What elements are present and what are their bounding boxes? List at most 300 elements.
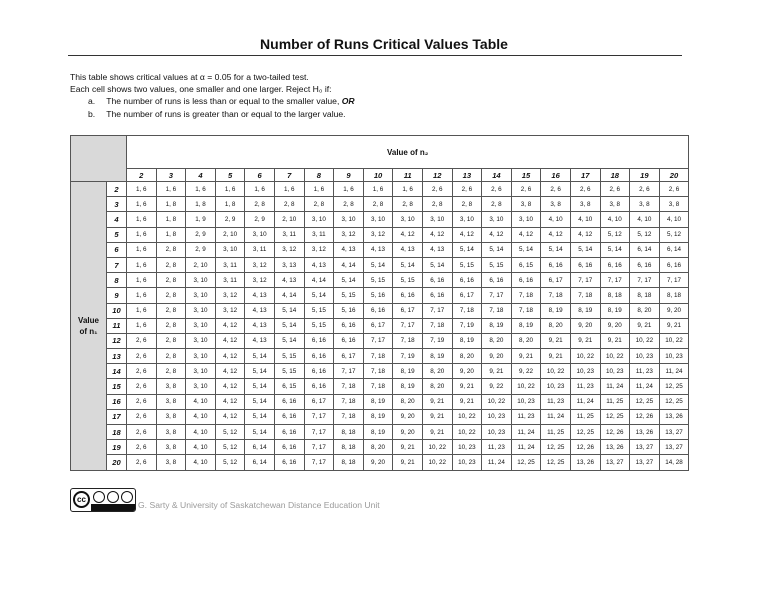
table-row [71,394,689,409]
critical-value-cell: 9, 20 [600,318,630,333]
critical-value-cell: 6, 16 [304,364,334,379]
critical-value-cell: 9, 20 [393,425,423,440]
critical-value-cell: 3, 10 [186,318,216,333]
table-row [71,227,689,242]
critical-value-cell: 10, 22 [659,333,689,348]
table-row [71,212,689,227]
critical-value-cell: 1, 6 [127,227,157,242]
rejection-rule-a [88,95,355,107]
critical-value-cell: 5, 14 [452,242,482,257]
critical-value-cell: 4, 12 [215,318,245,333]
license-badge[interactable] [70,488,136,512]
critical-value-cell: 6, 16 [422,288,452,303]
critical-value-cell: 2, 10 [215,227,245,242]
critical-value-cell: 3, 8 [156,440,186,455]
critical-value-cell: 7, 18 [393,333,423,348]
critical-value-cell: 4, 10 [570,212,600,227]
critical-value-cell: 5, 12 [600,227,630,242]
critical-value-cell: 10, 23 [600,364,630,379]
critical-value-cell: 4, 13 [245,318,275,333]
critical-value-cell: 11, 24 [630,379,660,394]
intro-line-2: Each cell shows two values, one smaller and one larger. Reject H₀ if: [70,84,332,95]
critical-value-cell: 2, 6 [482,182,512,197]
critical-value-cell: 5, 15 [452,257,482,272]
critical-value-cell: 9, 21 [630,318,660,333]
critical-value-cell: 2, 6 [127,425,157,440]
critical-value-cell: 5, 14 [245,379,275,394]
critical-value-cell: 10, 22 [511,379,541,394]
creative-commons-icon [70,488,136,512]
critical-value-cell: 7, 18 [334,379,364,394]
critical-value-cell: 5, 14 [422,257,452,272]
column-header-n2: 18 [600,169,630,182]
critical-value-cell: 2, 8 [156,364,186,379]
critical-value-cell: 4, 13 [334,242,364,257]
critical-value-cell: 11, 23 [541,394,571,409]
license-bar [91,504,135,511]
row-header-n1: 8 [107,273,127,288]
row-header-n1: 9 [107,288,127,303]
critical-value-cell: 5, 14 [245,425,275,440]
critical-value-cell: 3, 10 [482,212,512,227]
critical-value-cell: 5, 14 [274,333,304,348]
critical-value-cell: 8, 18 [659,288,689,303]
critical-value-cell: 2, 6 [511,182,541,197]
row-header-n1: 16 [107,394,127,409]
critical-value-cell: 5, 15 [393,273,423,288]
critical-value-cell: 6, 17 [541,273,571,288]
critical-value-cell: 4, 10 [186,440,216,455]
critical-value-cell: 13, 27 [630,455,660,470]
critical-value-cell: 11, 23 [630,364,660,379]
critical-value-cell: 3, 10 [186,333,216,348]
critical-value-cell: 9, 20 [452,364,482,379]
critical-value-cell: 3, 10 [186,364,216,379]
table-row [71,182,689,197]
row-header-n1: 10 [107,303,127,318]
critical-value-cell: 4, 12 [393,227,423,242]
critical-value-cell: 2, 8 [452,197,482,212]
critical-value-cell: 1, 6 [274,182,304,197]
critical-value-cell: 5, 12 [215,425,245,440]
critical-value-cell: 6, 14 [630,242,660,257]
critical-value-cell: 5, 14 [511,242,541,257]
cc-logo-icon: cc [73,491,90,508]
critical-value-cell: 3, 12 [363,227,393,242]
critical-value-cell: 11, 24 [659,364,689,379]
critical-value-cell: 8, 18 [334,440,364,455]
critical-value-cell: 7, 17 [482,288,512,303]
critical-value-cell: 7, 17 [393,318,423,333]
critical-value-cell: 10, 23 [452,440,482,455]
n1-group-label [71,182,107,471]
critical-value-cell: 9, 21 [541,333,571,348]
critical-value-cell: 2, 8 [274,197,304,212]
critical-value-cell: 1, 6 [393,182,423,197]
critical-value-cell: 6, 17 [452,288,482,303]
row-header-n1: 7 [107,257,127,272]
critical-value-cell: 9, 21 [659,318,689,333]
table-row [71,273,689,288]
critical-value-cell: 3, 8 [511,197,541,212]
critical-value-cell: 12, 25 [570,425,600,440]
row-header-n1: 13 [107,349,127,364]
column-header-n2: 7 [274,169,304,182]
critical-value-cell: 5, 15 [304,303,334,318]
critical-value-cell: 6, 17 [393,303,423,318]
critical-value-cell: 8, 20 [511,333,541,348]
critical-value-cell: 4, 13 [393,242,423,257]
critical-value-cell: 8, 19 [422,349,452,364]
critical-value-cell: 3, 10 [422,212,452,227]
critical-value-cell: 3, 10 [215,242,245,257]
table-row [71,242,689,257]
critical-value-cell: 10, 22 [452,425,482,440]
critical-value-cell: 9, 20 [363,455,393,470]
column-header-n2: 17 [570,169,600,182]
critical-value-cell: 9, 21 [452,394,482,409]
critical-value-cell: 3, 8 [156,379,186,394]
column-header-n2: 16 [541,169,571,182]
column-header-n2: 13 [452,169,482,182]
critical-value-cell: 7, 17 [304,425,334,440]
critical-value-cell: 7, 17 [600,273,630,288]
critical-value-cell: 1, 6 [304,182,334,197]
critical-value-cell: 4, 12 [215,394,245,409]
critical-value-cell: 5, 15 [274,349,304,364]
critical-value-cell: 4, 13 [422,242,452,257]
critical-value-cell: 10, 22 [541,364,571,379]
row-header-n1: 3 [107,197,127,212]
critical-value-cell: 3, 12 [245,257,275,272]
table-row [71,333,689,348]
critical-value-cell: 5, 14 [393,257,423,272]
critical-value-cell: 2, 8 [156,288,186,303]
column-header-n2: 8 [304,169,334,182]
critical-value-cell: 13, 26 [570,455,600,470]
critical-value-cell: 3, 12 [304,242,334,257]
critical-value-cell: 5, 15 [482,257,512,272]
critical-value-cell: 6, 16 [452,273,482,288]
critical-value-cell: 5, 12 [659,227,689,242]
table-row [71,288,689,303]
critical-value-cell: 8, 19 [511,318,541,333]
critical-value-cell: 4, 10 [600,212,630,227]
critical-value-cell: 2, 8 [156,349,186,364]
critical-value-cell: 1, 6 [186,182,216,197]
critical-value-cell: 6, 16 [334,318,364,333]
critical-value-cell: 2, 6 [630,182,660,197]
critical-value-cell: 6, 16 [422,273,452,288]
critical-value-cell: 1, 6 [127,212,157,227]
critical-value-cell: 3, 11 [215,257,245,272]
critical-value-cell: 3, 8 [659,197,689,212]
critical-value-cell: 4, 12 [215,349,245,364]
critical-value-cell: 4, 10 [186,394,216,409]
critical-value-cell: 5, 16 [334,303,364,318]
critical-value-cell: 4, 10 [630,212,660,227]
critical-value-cell: 7, 17 [422,303,452,318]
critical-value-cell: 2, 6 [600,182,630,197]
critical-value-cell: 1, 6 [127,242,157,257]
critical-value-cell: 1, 6 [334,182,364,197]
critical-value-cell: 8, 19 [363,409,393,424]
critical-value-cell: 5, 14 [363,257,393,272]
critical-value-cell: 6, 16 [304,379,334,394]
column-header-n2: 5 [215,169,245,182]
critical-value-cell: 1, 6 [127,288,157,303]
critical-value-cell: 1, 6 [127,182,157,197]
rule-label: b. [88,108,96,119]
critical-value-cell: 6, 16 [570,257,600,272]
critical-value-cell: 2, 6 [127,364,157,379]
critical-value-cell: 3, 11 [274,227,304,242]
critical-value-cell: 11, 23 [482,440,512,455]
critical-value-cell: 8, 19 [541,303,571,318]
critical-value-cell: 11, 24 [600,379,630,394]
critical-value-cell: 10, 23 [482,425,512,440]
critical-value-cell: 10, 23 [570,364,600,379]
critical-value-cell: 12, 26 [630,409,660,424]
critical-value-cell: 9, 20 [570,318,600,333]
critical-value-cell: 2, 6 [127,409,157,424]
table-row [71,303,689,318]
critical-value-cell: 7, 17 [659,273,689,288]
critical-value-cell: 4, 14 [304,273,334,288]
critical-value-cell: 1, 6 [127,318,157,333]
critical-value-cell: 3, 10 [511,212,541,227]
critical-value-cell: 1, 8 [156,227,186,242]
critical-value-cell: 6, 16 [274,409,304,424]
critical-value-cell: 11, 24 [482,455,512,470]
table-row [71,379,689,394]
critical-value-cell: 9, 21 [393,455,423,470]
critical-value-cell: 10, 22 [422,455,452,470]
table-corner [71,136,127,182]
critical-value-cell: 8, 19 [570,303,600,318]
critical-value-cell: 2, 6 [570,182,600,197]
critical-value-cell: 8, 19 [393,379,423,394]
critical-value-cell: 6, 16 [393,288,423,303]
critical-value-cell: 5, 15 [363,273,393,288]
critical-value-cell: 7, 17 [334,364,364,379]
table-row [71,318,689,333]
column-header-n2: 15 [511,169,541,182]
critical-value-cell: 4, 13 [363,242,393,257]
critical-value-cell: 10, 23 [630,349,660,364]
critical-value-cell: 7, 17 [570,273,600,288]
column-header-n2: 12 [422,169,452,182]
critical-value-cell: 6, 16 [274,425,304,440]
critical-value-cell: 10, 23 [482,409,512,424]
table-row [71,425,689,440]
rejection-rule-b [88,108,355,120]
critical-value-cell: 2, 6 [127,333,157,348]
column-header-n2: 3 [156,169,186,182]
critical-value-cell: 3, 12 [334,227,364,242]
critical-value-cell: 11, 24 [511,425,541,440]
critical-value-cell: 10, 23 [659,349,689,364]
critical-value-cell: 9, 20 [482,349,512,364]
critical-value-cell: 2, 9 [186,242,216,257]
row-header-n1: 4 [107,212,127,227]
critical-value-cell: 9, 20 [659,303,689,318]
critical-value-cell: 2, 8 [156,273,186,288]
critical-value-cell: 6, 16 [630,257,660,272]
critical-value-cell: 2, 8 [482,197,512,212]
critical-value-cell: 9, 22 [511,364,541,379]
critical-value-cell: 5, 14 [570,242,600,257]
critical-value-cell: 12, 25 [600,409,630,424]
critical-value-cell: 9, 21 [541,349,571,364]
column-header-n2: 2 [127,169,157,182]
critical-value-cell: 5, 14 [245,364,275,379]
critical-value-cell: 6, 15 [274,379,304,394]
critical-value-cell: 12, 25 [511,455,541,470]
critical-value-cell: 6, 17 [363,318,393,333]
critical-value-cell: 12, 25 [659,379,689,394]
critical-value-cell: 4, 13 [245,303,275,318]
critical-value-cell: 13, 26 [630,425,660,440]
table-row [71,349,689,364]
critical-value-cell: 2, 6 [127,394,157,409]
critical-value-cell: 10, 23 [511,394,541,409]
critical-value-cell: 1, 6 [156,182,186,197]
critical-value-cell: 2, 6 [422,182,452,197]
critical-value-cell: 2, 10 [186,257,216,272]
page-title: Number of Runs Critical Values Table [260,36,508,52]
critical-value-cell: 8, 20 [393,394,423,409]
critical-value-cell: 12, 25 [659,394,689,409]
critical-value-cell: 6, 16 [304,333,334,348]
critical-value-cell: 3, 10 [186,349,216,364]
critical-value-cell: 2, 6 [659,182,689,197]
critical-value-cell: 1, 8 [156,197,186,212]
critical-value-cell: 7, 17 [304,409,334,424]
critical-value-cell: 6, 17 [304,394,334,409]
critical-value-cell: 4, 12 [482,227,512,242]
critical-value-cell: 7, 19 [452,318,482,333]
critical-value-cell: 2, 8 [393,197,423,212]
critical-value-cell: 3, 11 [215,273,245,288]
critical-value-cell: 4, 14 [334,257,364,272]
intro-text [70,71,355,120]
critical-value-cell: 7, 18 [363,349,393,364]
critical-value-cell: 11, 23 [511,409,541,424]
credit-text: G. Sarty & University of Saskatchewan Distance Education Unit [138,500,380,510]
critical-value-cell: 7, 17 [304,440,334,455]
critical-value-cell: 6, 16 [659,257,689,272]
critical-value-cell: 5, 12 [215,455,245,470]
critical-value-cell: 4, 12 [215,364,245,379]
critical-value-cell: 7, 18 [334,409,364,424]
critical-value-cell: 13, 26 [659,409,689,424]
critical-value-cell: 1, 6 [127,197,157,212]
critical-value-cell: 11, 25 [541,425,571,440]
critical-value-cell: 8, 20 [422,364,452,379]
critical-value-cell: 5, 15 [334,288,364,303]
critical-value-cell: 8, 19 [452,333,482,348]
critical-value-cell: 13, 26 [600,440,630,455]
critical-value-cell: 12, 25 [541,455,571,470]
critical-value-cell: 2, 6 [452,182,482,197]
critical-value-cell: 5, 14 [334,273,364,288]
critical-value-cell: 5, 12 [215,440,245,455]
critical-value-cell: 2, 10 [274,212,304,227]
critical-value-cell: 10, 22 [422,440,452,455]
critical-value-cell: 3, 10 [452,212,482,227]
critical-value-cell: 5, 14 [541,242,571,257]
critical-value-cell: 8, 20 [363,440,393,455]
critical-value-cell: 9, 21 [422,409,452,424]
row-header-n1: 12 [107,333,127,348]
critical-value-cell: 6, 16 [600,257,630,272]
critical-value-cell: 8, 20 [630,303,660,318]
critical-value-cell: 5, 14 [600,242,630,257]
critical-value-cell: 9, 21 [482,364,512,379]
critical-value-cell: 11, 24 [511,440,541,455]
table-row [71,364,689,379]
critical-value-cell: 7, 18 [570,288,600,303]
column-header-n2: 14 [482,169,512,182]
critical-value-cell: 6, 15 [511,257,541,272]
critical-value-cell: 2, 8 [422,197,452,212]
critical-value-cell: 10, 23 [452,455,482,470]
critical-value-cell: 9, 21 [570,333,600,348]
critical-value-cell: 13, 27 [600,455,630,470]
critical-value-cell: 3, 8 [570,197,600,212]
critical-value-cell: 7, 17 [630,273,660,288]
critical-value-cell: 7, 18 [511,288,541,303]
critical-value-cell: 8, 18 [630,288,660,303]
or-emphasis: OR [341,96,355,107]
critical-value-cell: 10, 22 [600,349,630,364]
critical-value-cell: 3, 10 [186,303,216,318]
critical-value-cell: 6, 16 [274,455,304,470]
critical-value-cell: 3, 12 [245,273,275,288]
critical-value-cell: 1, 8 [215,197,245,212]
critical-value-cell: 11, 25 [600,394,630,409]
row-header-n1: 2 [107,182,127,197]
critical-value-cell: 8, 19 [393,364,423,379]
critical-value-cell: 3, 8 [600,197,630,212]
rule-text: The number of runs is less than or equal to the smaller value, OR [106,96,355,107]
column-number-row [71,169,689,182]
row-header-n1: 19 [107,440,127,455]
critical-value-cell: 1, 9 [186,212,216,227]
column-header-n2: 20 [659,169,689,182]
critical-value-cell: 3, 8 [541,197,571,212]
row-header-n1: 15 [107,379,127,394]
critical-value-cell: 7, 18 [334,394,364,409]
critical-value-cell: 4, 13 [245,288,275,303]
critical-value-cell: 3, 10 [186,288,216,303]
critical-value-cell: 9, 21 [422,394,452,409]
critical-value-cell: 4, 12 [511,227,541,242]
critical-value-cell: 2, 8 [156,333,186,348]
critical-value-cell: 1, 8 [156,212,186,227]
critical-value-cell: 4, 12 [541,227,571,242]
critical-value-cell: 2, 8 [304,197,334,212]
critical-value-cell: 8, 20 [452,349,482,364]
critical-value-cell: 6, 14 [245,440,275,455]
column-header-n2: 11 [393,169,423,182]
critical-value-cell: 5, 15 [274,364,304,379]
critical-value-cell: 7, 18 [482,303,512,318]
critical-value-cell: 6, 16 [511,273,541,288]
critical-value-cell: 4, 12 [570,227,600,242]
critical-value-cell: 5, 12 [630,227,660,242]
